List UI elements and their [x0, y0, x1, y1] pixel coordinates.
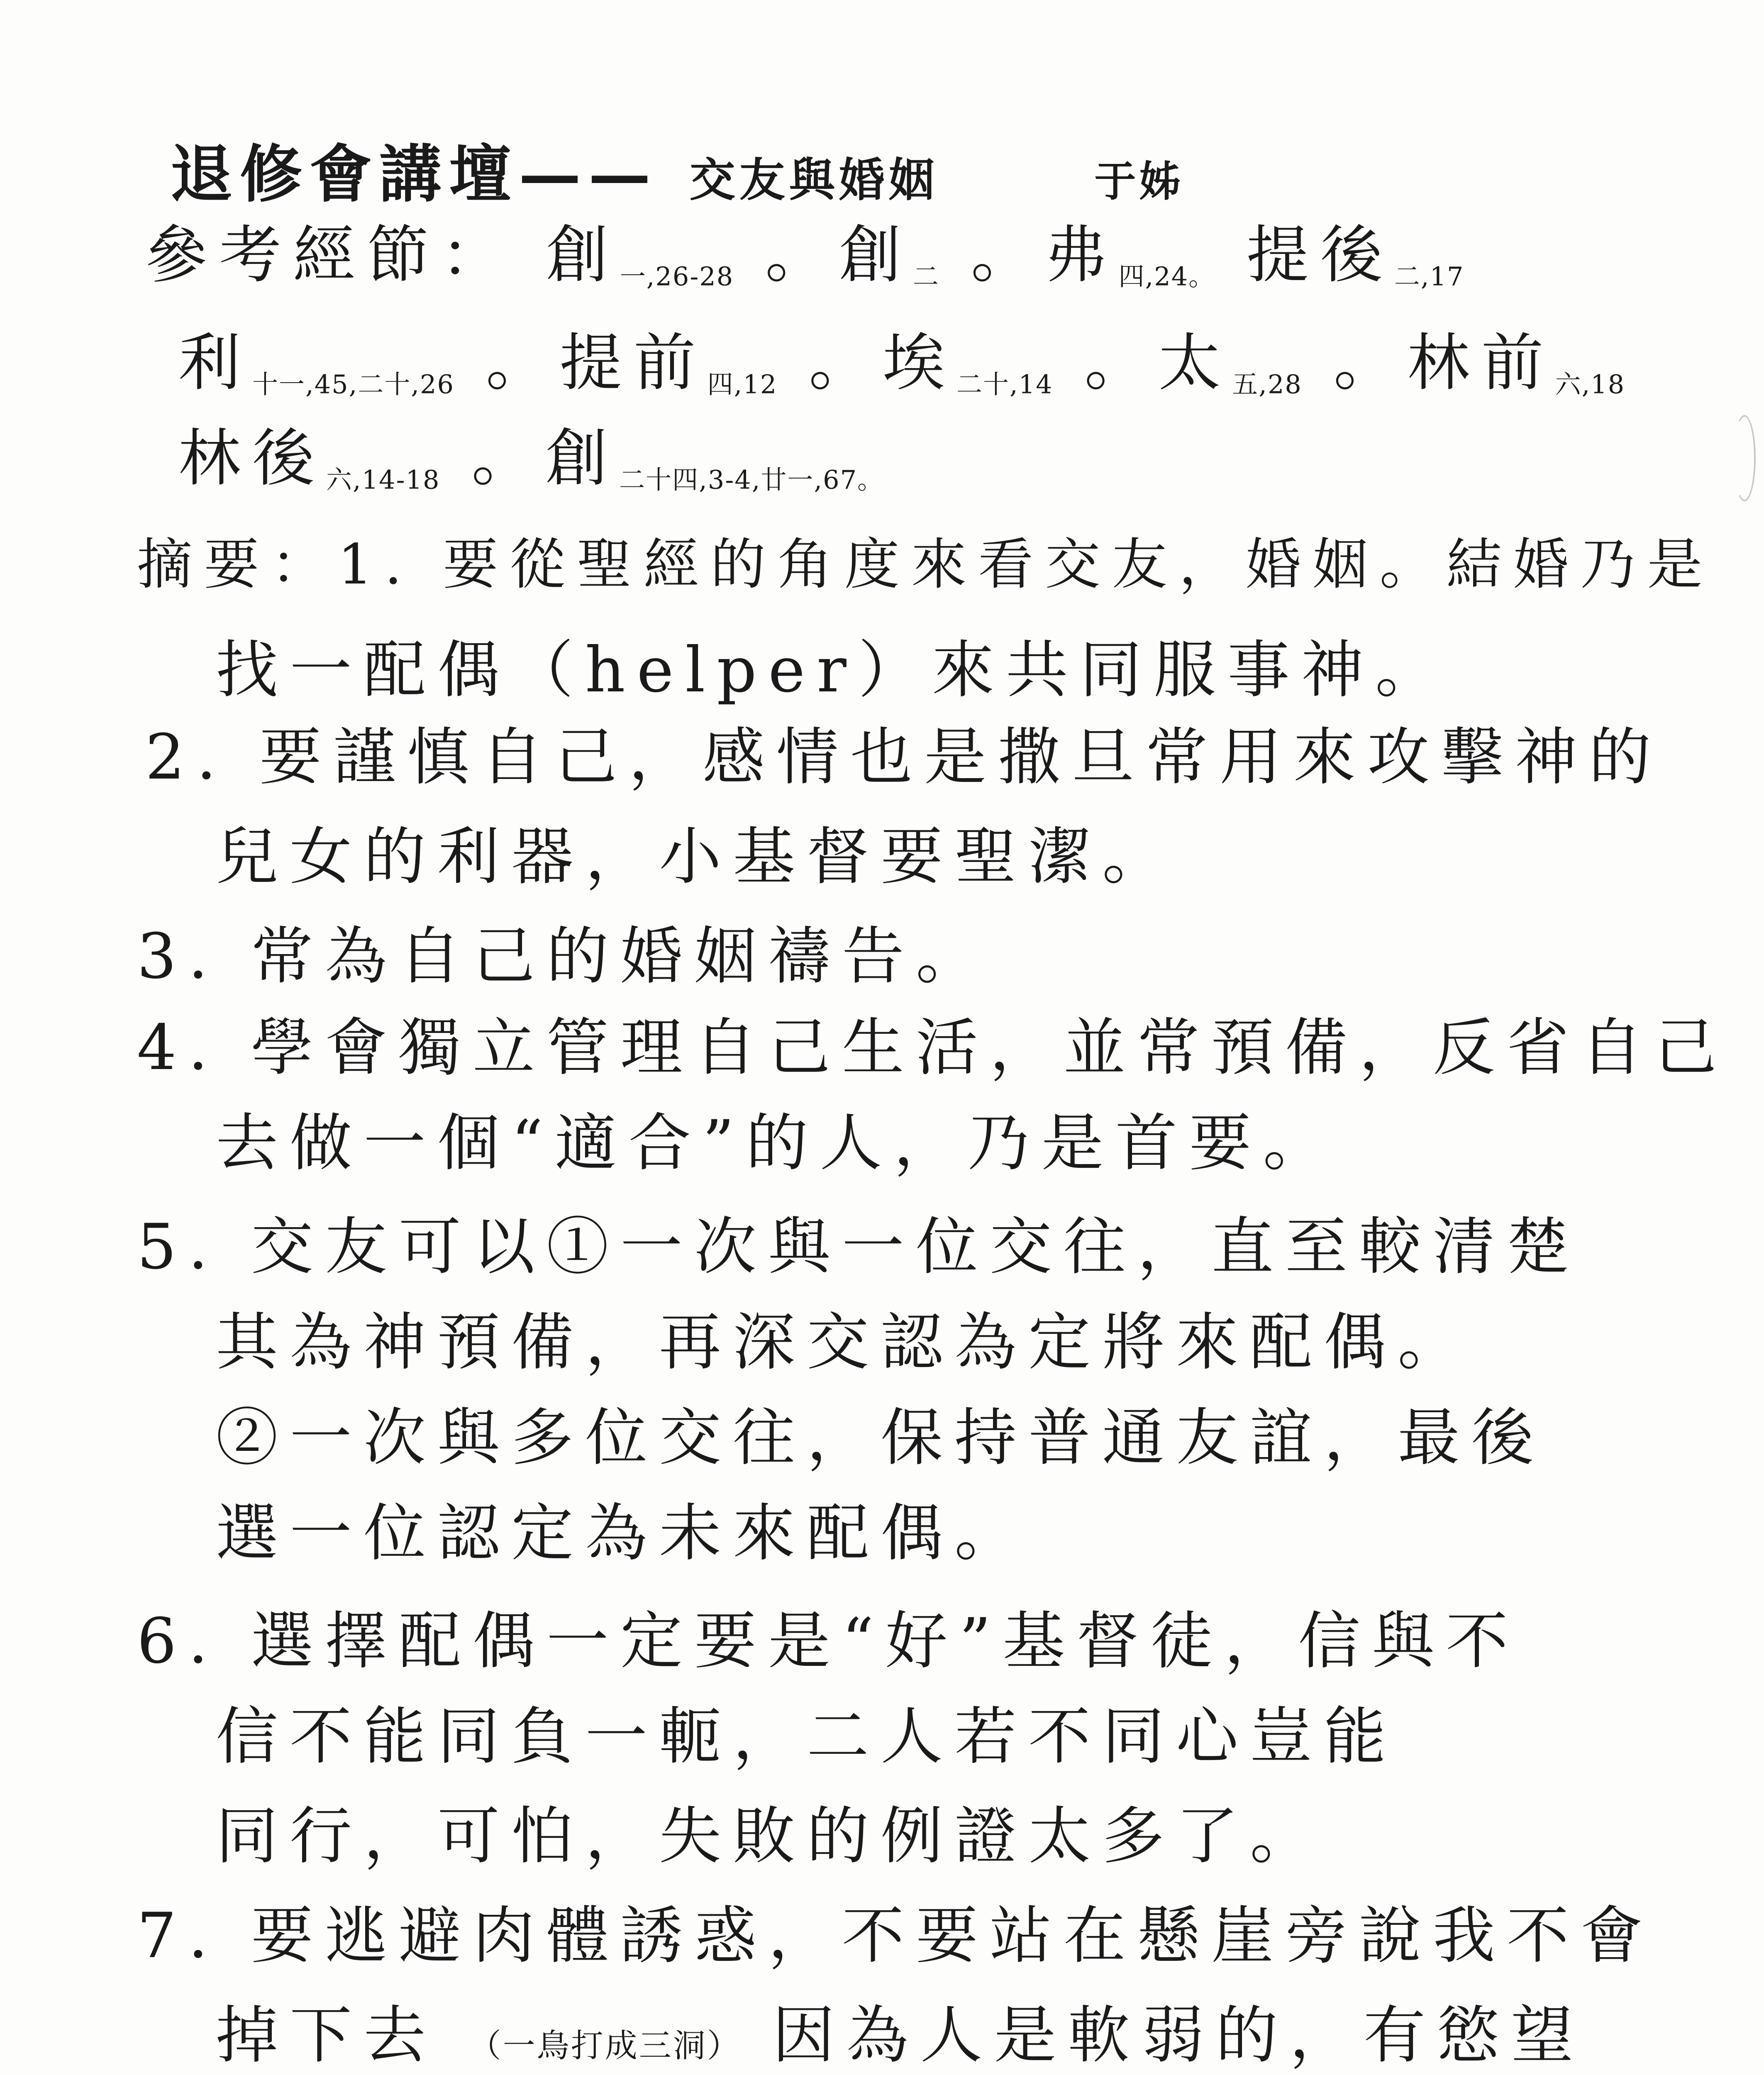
ref-verse: 四,12: [707, 369, 778, 400]
body-text: 6. 選擇配偶一定要是“好”基督徒，信與不: [137, 1605, 1520, 1677]
body-text: 因為人是軟弱的，有慾望: [772, 1999, 1585, 2072]
summary-line-12: [137, 1605, 1520, 1677]
summary-line-15: [137, 1900, 1654, 1972]
summary-line-7: [216, 1107, 1337, 1179]
body-text: 5. 交友可以①一次與一位交往，直至較清楚: [137, 1211, 1581, 1283]
ref-verse: 二: [912, 261, 939, 292]
body-text: 同行，可怕，失敗的例證太多了。: [216, 1800, 1324, 1872]
summary-line-4: [216, 821, 1176, 893]
body-text: 掉下去: [216, 1999, 438, 2072]
ref-verse: 二,17: [1394, 261, 1464, 292]
ref-book: 提後: [1246, 219, 1394, 291]
page-header: [170, 138, 1184, 211]
ref-verse: 五,28: [1232, 369, 1302, 400]
ref-book: 。林前: [1333, 327, 1555, 399]
body-text: 3. 常為自己的婚姻禱告。: [137, 920, 990, 993]
ref-book: 。弗: [971, 219, 1119, 291]
body-text: 選一位認定為未來配偶。: [216, 1497, 1029, 1570]
body-text: 去做一個“適合”的人，乃是首要。: [216, 1107, 1337, 1179]
body-text: 1. 要從聖經的角度來看交友，婚姻。結婚乃是: [337, 532, 1714, 597]
ref-book: 利: [178, 327, 253, 399]
ref-book: 。埃: [808, 327, 956, 399]
summary-line-14: [216, 1800, 1324, 1872]
references-line-2: [178, 327, 1625, 400]
ref-verse: 二十,14: [956, 369, 1053, 400]
body-text: 其為神預備，再深交認為定將來配偶。: [216, 1306, 1472, 1379]
summary-line-16: [216, 1999, 1585, 2072]
ref-book: 。創: [765, 219, 913, 291]
body-text: 兒女的利器，小基督要聖潔。: [216, 821, 1176, 893]
references-label: 參考經節：: [145, 219, 515, 291]
ref-book: 。提前: [486, 327, 708, 399]
summary-line-2: [216, 634, 1449, 706]
summary-line-5: [137, 920, 990, 993]
page-subtitle: 交友與婚姻: [689, 153, 939, 207]
body-text: ②一次與多位交往，保持普通友誼，最後: [216, 1402, 1546, 1474]
ref-book: 。創: [471, 422, 620, 495]
binder-hole-mark: [1733, 415, 1756, 501]
body-text: 7. 要逃避肉體誘惑，不要站在懸崖旁說我不會: [137, 1900, 1654, 1972]
summary-line-13: [216, 1701, 1398, 1773]
references-line-1: [145, 219, 1464, 292]
page-title: 退修會講壇——: [170, 138, 659, 211]
references-line-3: [178, 422, 884, 495]
summary-line-11: [216, 1497, 1029, 1570]
ref-verse: 六,18: [1555, 369, 1625, 400]
ref-verse: 一,26-28: [620, 261, 734, 292]
summary-line-9: [216, 1306, 1472, 1379]
ref-verse: 二十四,3-4,廿一,67。: [619, 464, 884, 495]
summary-line-1: [137, 532, 1714, 597]
ref-verse: 十一,45,二十,26: [252, 369, 454, 400]
summary-line-3: [145, 721, 1663, 793]
ref-book: 。太: [1084, 327, 1232, 399]
ref-book: 創: [546, 219, 620, 291]
body-text: 找一配偶（helper）來共同服事神。: [216, 634, 1449, 706]
ref-verse: 四,24。: [1118, 261, 1215, 292]
summary-line-6: [137, 1012, 1728, 1084]
author-name: 于姊: [1094, 157, 1184, 206]
body-text: 2. 要謹慎自己，感情也是撒旦常用來攻擊神的: [145, 721, 1663, 793]
aside-note: （一鳥打成三洞）: [468, 2027, 741, 2065]
body-text: 4. 學會獨立管理自己生活，並常預備，反省自己: [137, 1012, 1728, 1084]
body-text: 信不能同負一軛，二人若不同心豈能: [216, 1701, 1398, 1773]
summary-line-8: [137, 1211, 1581, 1283]
ref-book: 林後: [178, 422, 327, 495]
summary-label: 摘要：: [137, 532, 338, 597]
ref-verse: 六,14-18: [326, 464, 440, 495]
summary-line-10: [216, 1402, 1546, 1474]
